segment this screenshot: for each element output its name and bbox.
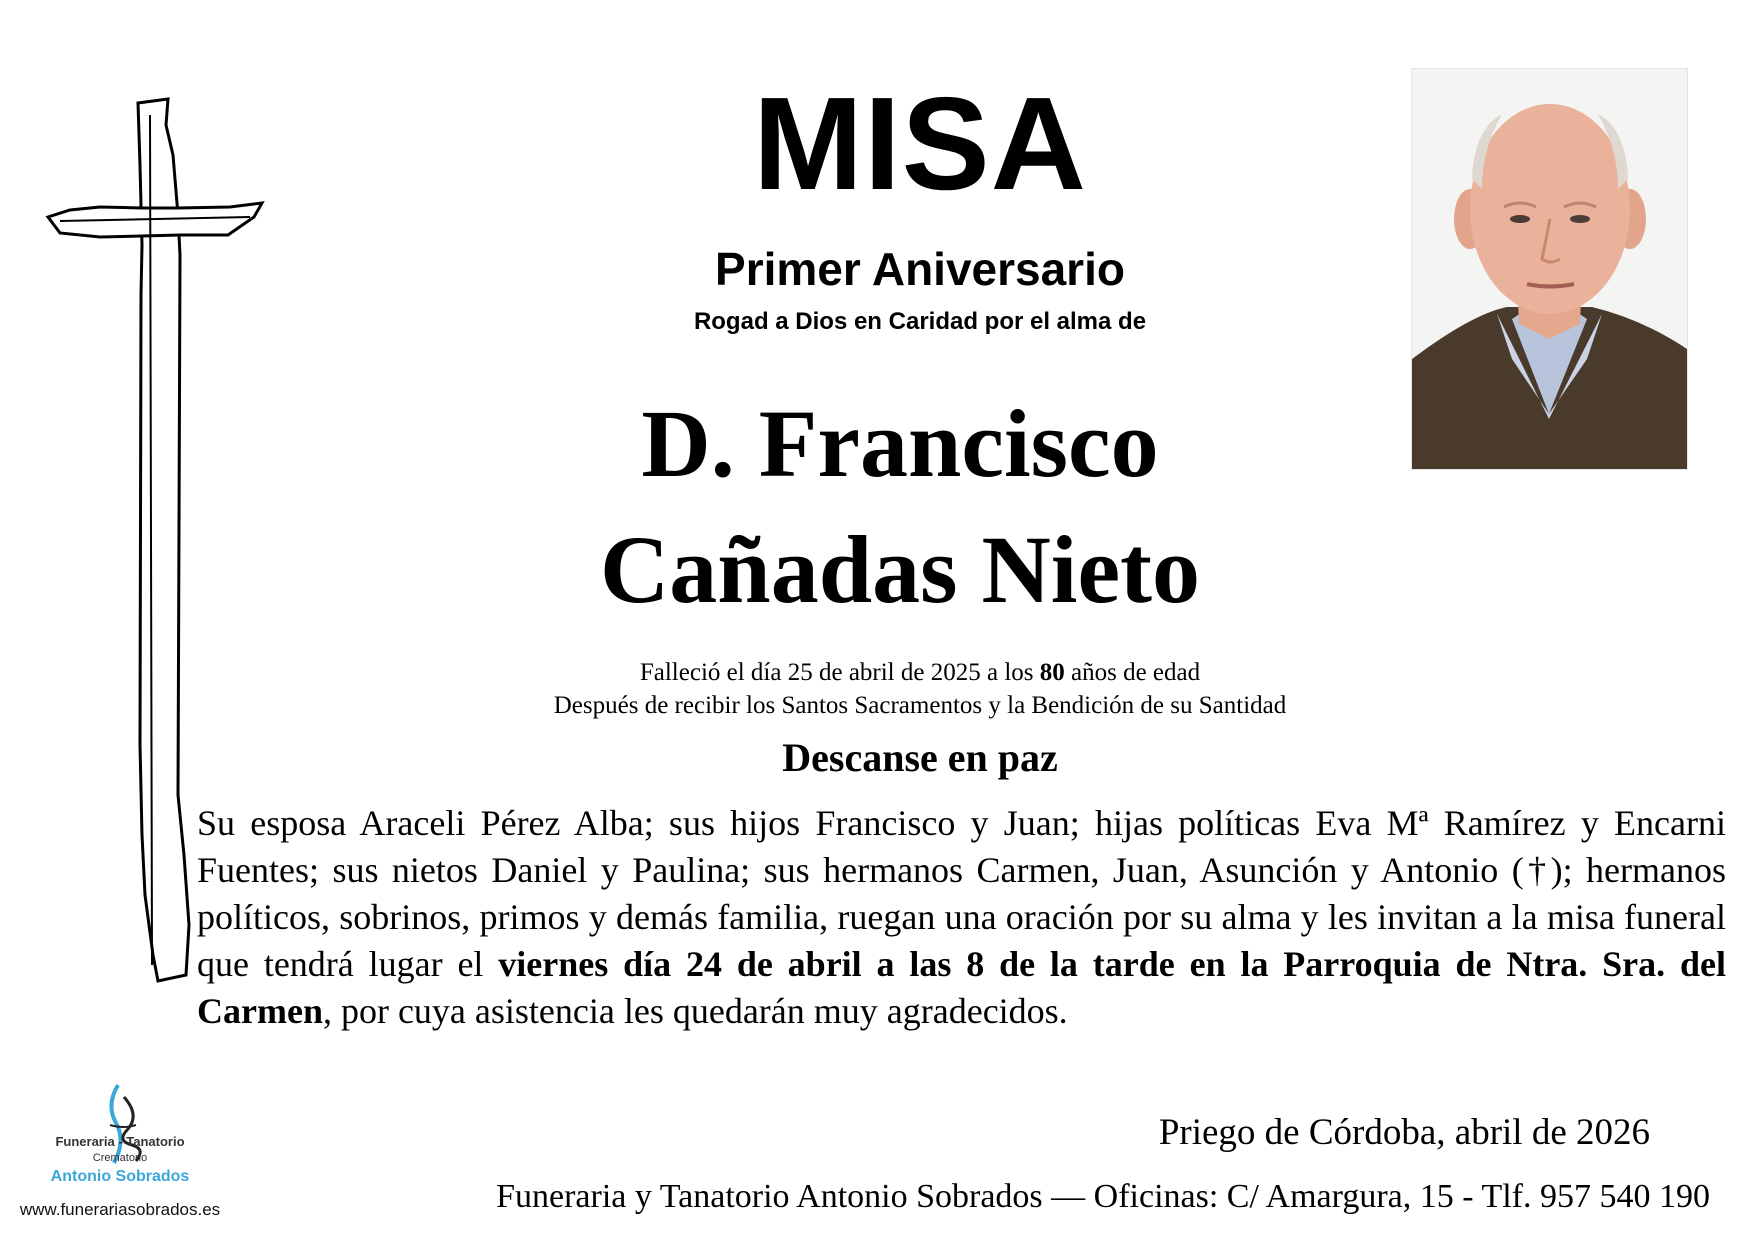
- page-subtitle: Primer Aniversario: [715, 243, 1125, 295]
- death-info-line1: [0, 657, 1754, 689]
- invitation-paragraph: [197, 800, 1726, 1035]
- deceased-name-line1: D. Francisco: [641, 390, 1159, 497]
- mass-details: viernes día 24 de abril a las 8 de la tarde en la Parroquia de Ntra. Sra. del Carmen: [197, 944, 1727, 1031]
- invitation-text-part1: Su esposa Araceli Pérez Alba; sus hijos Francisco y Juan; hijas políticas Eva Mª Ramírez y Encarni Fuentes; sus nietos Daniel y Paulina; sus hermanos Carmen, Juan, Asunción y Antonio (†); hermanos políticos, sobrinos, primos y demás familia, ruegan una oración por su alma y les invitan a la misa funeral que tendrá lugar el: [197, 803, 1726, 984]
- deceased-name-line2: Cañadas Nieto: [599, 516, 1201, 623]
- page-title: MISA: [753, 70, 1087, 217]
- invitation-text-part2: , por cuya asistencia les quedarán muy agradecidos.: [322, 991, 1068, 1031]
- death-age-suffix: años de edad: [1064, 659, 1201, 686]
- death-date-text: Falleció el día 25 de abril de 2025 a los: [639, 659, 1040, 686]
- portrait-photo: [1411, 68, 1688, 470]
- logo-line1: Funeraria - Tanatorio: [55, 1134, 185, 1149]
- logo-line2: Crematorio: [92, 1152, 148, 1164]
- age-value: 80: [1039, 659, 1065, 686]
- logo-line3: Antonio Sobrados: [50, 1168, 190, 1185]
- place-date: Priego de Córdoba, abril de 2026: [1158, 1112, 1650, 1153]
- footer-contact: Funeraria y Tanatorio Antonio Sobrados — Oficinas: C/ Amargura, 15 - Tlf. 957 540 190: [496, 1178, 1710, 1215]
- prayer-line: Rogad a Dios en Caridad por el alma de: [693, 308, 1147, 335]
- death-info-line2: Después de recibir los Santos Sacramentos y la Bendición de su Santidad: [553, 692, 1287, 719]
- rest-in-peace: Descanse en paz: [782, 735, 1058, 780]
- website-link[interactable]: www.funerariasobrados.es: [19, 1200, 221, 1219]
